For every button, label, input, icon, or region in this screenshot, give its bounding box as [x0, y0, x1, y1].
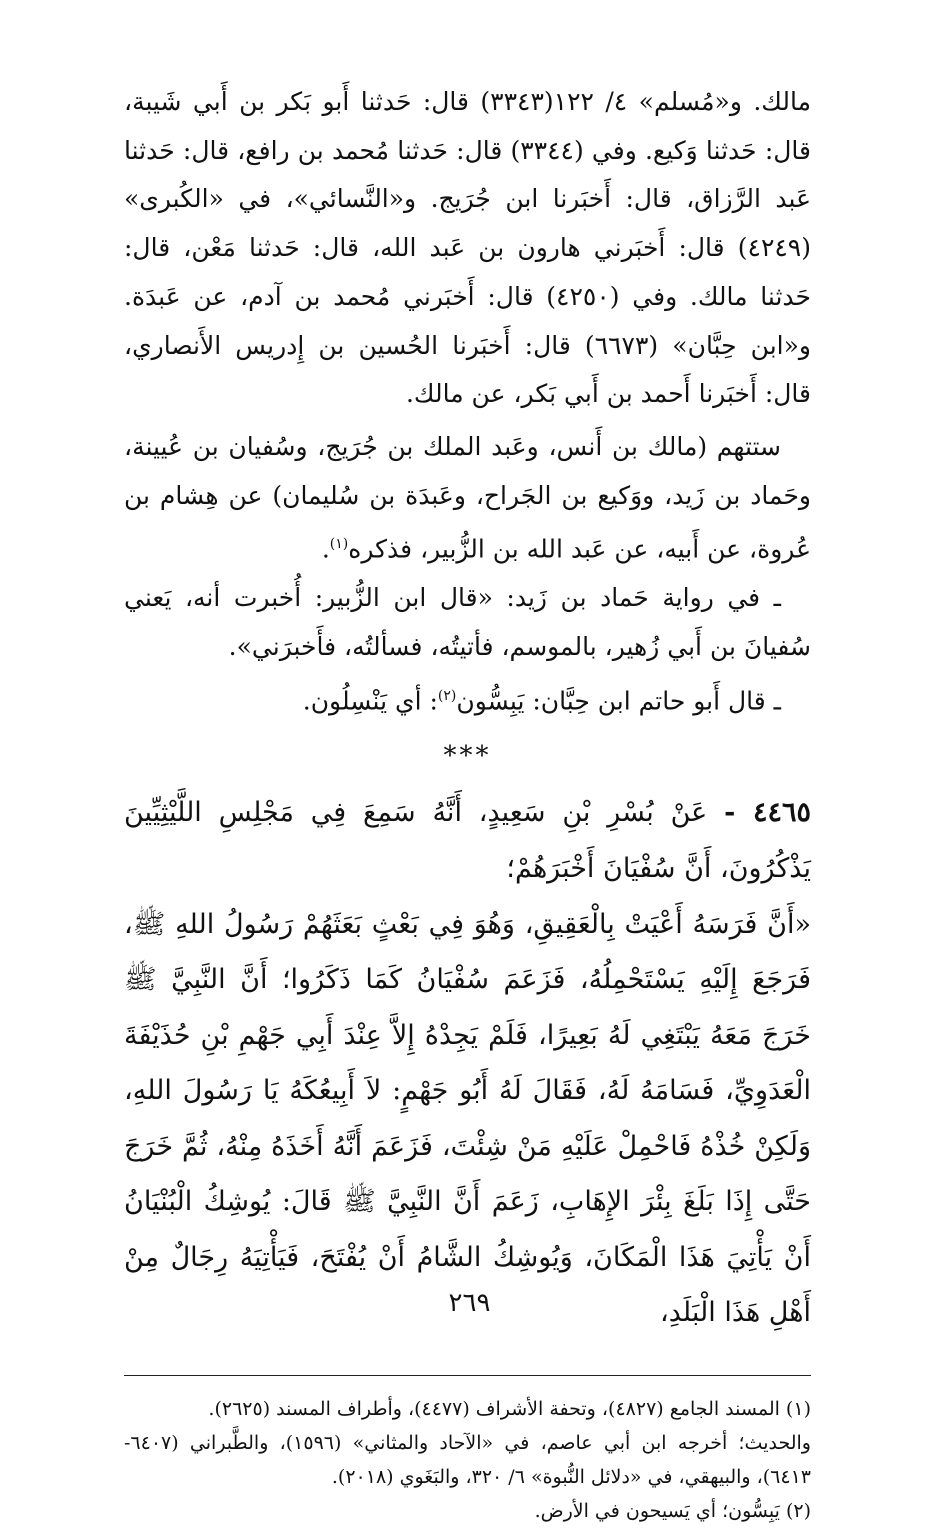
- section-separator: ***: [443, 740, 492, 771]
- footnote-marker-1: (١): [329, 536, 349, 553]
- footnote-marker-2: (٢): [437, 687, 457, 704]
- page-number: ٢٦٩: [448, 1288, 491, 1318]
- hadith-intro: عَنْ بُسْرِ بْنِ سَعِيدٍ، أَنَّهُ سَمِعَ فِي مَجْلِسِ اللَّيْثِيِّينَ يَذْكُرُونَ، أَنَّ سُفْيَانَ أَخْبَرَهُمْ؛: [124, 796, 811, 884]
- footnote-2: (٢) يَبِسُّون؛ أي يَسيحون في الأرض.: [534, 1499, 811, 1522]
- hadith-matn: «أَنَّ فَرَسَهُ أَعْيَتْ بِالْعَقِيقِ، وَهُوَ فِي بَعْثٍ بَعَثَهُمْ رَسُولُ اللهِ ﷺ، فَرَجَعَ إِلَيْهِ يَسْتَحْمِلُهُ، فَزَعَمَ سُفْيَانُ كَمَا ذَكَرُوا؛ أَنَّ النَّبِيَّ ﷺ خَرَجَ مَعَهُ يَبْتَغِي لَهُ بَعِيرًا، فَلَمْ يَجِدْهُ إِلاَّ عِنْدَ أَبِي جَهْمِ بْنِ حُذَيْفَةَ الْعَدَوِيِّ، فَسَامَهُ لَهُ، فَقَالَ لَهُ أَبُو جَهْمٍ: لاَ أَبِيعُكَهُ يَا رَسُولَ اللهِ، وَلَكِنْ خُذْهُ فَاحْمِلْ عَلَيْهِ مَنْ شِئْتَ، فَزَعَمَ أَنَّهُ أَخَذَهُ مِنْهُ، ثُمَّ خَرَجَ حَتَّى إِذَا بَلَغَ بِئْرَ الإِهَابِ، زَعَمَ أَنَّ النَّبِيَّ ﷺ قَالَ: يُوشِكُ الْبُنْيَانُ أَنْ يَأْتِيَ هَذَا الْمَكَانَ، وَيُوشِكُ الشَّامُ أَنْ يُفْتَحَ، فَيَأْتِيَهُ رِجَالٌ مِنْ أَهْلِ هَذَا الْبَلَدِ،: [124, 908, 811, 1328]
- isnad-paragraph: مالك. و«مُسلم» ٤/ ١٢٢(٣٣٤٣) قال: حَدثنا أَبو بَكر بن أَبي شَيبة، قال: حَدثنا وَكيع. وفي (٣٣٤٤) قال: حَدثنا مُحمد بن رافع، قال: حَدثنا عَبد الرَّزاق، قال: أَخبَرنا ابن جُرَيج. و«النَّسائي»، في «الكُبرى» (٤٢٤٩) قال: أَخبَرني هارون بن عَبد الله، قال: حَدثنا مَعْن، قال: حَدثنا مالك. وفي (٤٢٥٠) قال: أَخبَرني مُحمد بن آدم، عن عَبدَة. و«ابن حِبَّان» (٦٦٧٣) قال: أَخبَرنا الحُسين بن إِدريس الأَنصاري، قال: أَخبَرنا أَحمد بن أَبي بَكر، عن مالك.: [124, 87, 811, 409]
- summary-text: ستتهم (مالك بن أَنس، وعَبد الملك بن جُرَيج، وسُفيان بن عُيينة، وحَماد بن زَيد، ووَكيع بن الجَراح، وعَبدَة بن سُليمان) عن هِشام بن عُروة، عن أَبيه، عن عَبد الله بن الزُّبير، فذكره: [124, 431, 811, 564]
- ibn-hibban-note: [124, 672, 811, 726]
- ibn-hibban-gloss: : أي يَنْسِلُون.: [302, 686, 438, 716]
- footnote-1-continued: والحديث؛ أخرجه ابن أبي عاصم، في «الآحاد والمثاني» (١٥٩٦)، والطَّبراني (٦٤٠٧- ٦٤١٣)، والبيهقي، في «دلائل النُّبوة» ٦/ ٣٢٠، والبَغَوي (٢٠١٨).: [124, 1431, 811, 1488]
- hadith-number: ٤٤٦٥ -: [724, 796, 812, 828]
- footnotes: [124, 1392, 811, 1528]
- summary-paragraph: ستتهم (مالك بن أَنس، وعَبد الملك بن جُرَيج، وسُفيان بن عُيينة، وحَماد بن زَيد، ووَكيع بن الجَراح، وعَبدَة بن سُليمان) عن هِشام بن عُروة، عن أَبيه، عن عَبد الله بن الزُّبير، فذكره$^{(١)}$.: [124, 431, 811, 564]
- riwaya-note: ـ في رواية حَماد بن زَيد: «قال ابن الزُّبير: أُخبرت أنه، يَعني سُفيانَ بن أَبي زُهير، بالموسم، فأتيتُه، فسألتُه، فأَخبرَني».: [124, 583, 811, 662]
- main-text: [124, 78, 811, 1341]
- ibn-hibban-text: ـ قال أَبو حاتم ابن حِبَّان: يَبِسُّون: [456, 686, 781, 716]
- footnote-1: (١) المسند الجامع (٤٨٢٧)، وتحفة الأشراف (٤٤٧٧)، وأطراف المسند (٢٦٢٥).: [208, 1397, 811, 1420]
- hadith-heading: [124, 785, 811, 897]
- footnote-divider: [124, 1375, 811, 1376]
